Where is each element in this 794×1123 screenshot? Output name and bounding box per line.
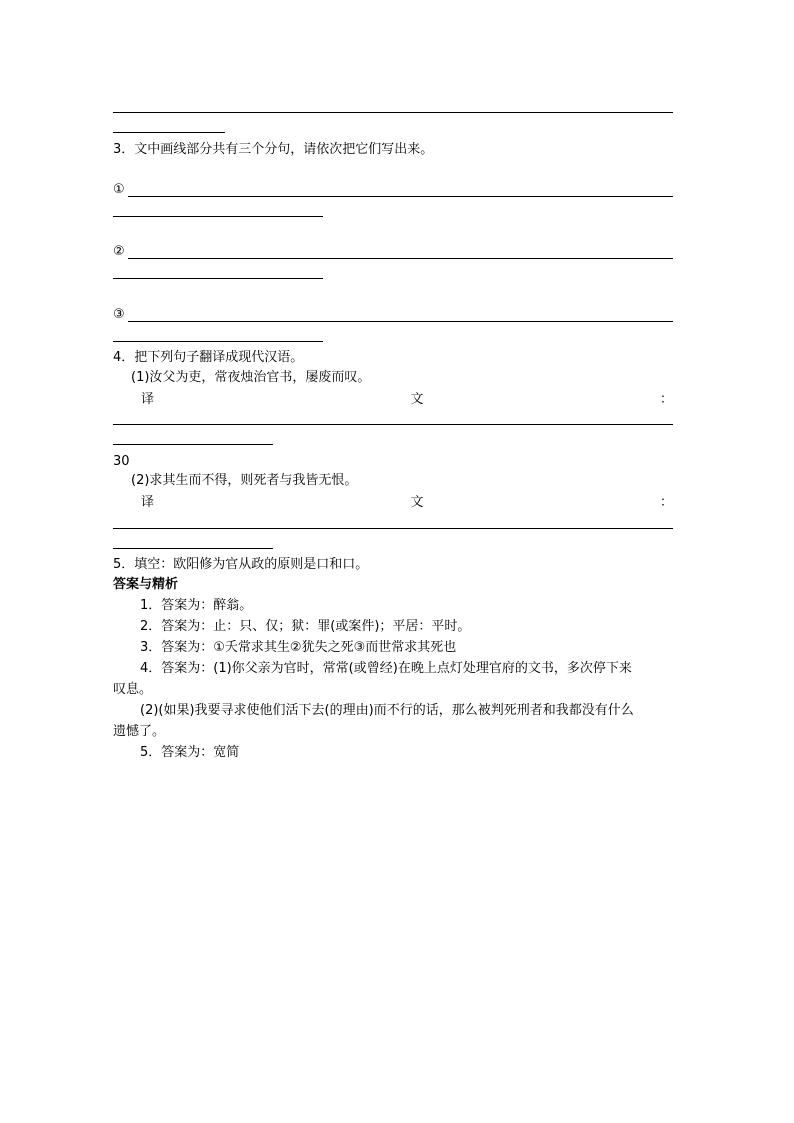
q3-item-1-marker: ① xyxy=(113,182,125,197)
colon-label: ： xyxy=(659,495,673,510)
answer-1: 1．答案为：醉翁。 xyxy=(140,598,253,613)
wen-label: 文 xyxy=(410,392,424,407)
colon-label: ： xyxy=(659,392,673,407)
yi-label: 译 xyxy=(141,392,155,407)
q3-item-1-line xyxy=(128,196,673,197)
translation-line-2-short xyxy=(113,548,273,549)
question-4-sub-2: (2)求其生而不得，则死者与我皆无恨。 xyxy=(131,473,358,488)
q3-item-3-line xyxy=(128,321,673,322)
question-3-prompt: 3．文中画线部分共有三个分句，请依次把它们写出来。 xyxy=(113,142,434,157)
answer-5: 5．答案为：宽简 xyxy=(140,745,240,760)
answer-3: 3．答案为：①夭常求其生②犹失之死③而世常求其死也 xyxy=(140,640,457,655)
wen-label: 文 xyxy=(410,495,424,510)
q3-item-3-marker: ③ xyxy=(113,307,125,322)
answer-4-line-2: 叹息。 xyxy=(113,682,153,697)
q3-item-2-marker: ② xyxy=(113,244,125,259)
answer-4-line-1: 4．答案为：(1)你父亲为官时，常常(或曾经)在晚上点灯处理官府的文书，多次停下来 xyxy=(140,661,632,676)
translation-line-2 xyxy=(113,528,673,529)
question-4-prompt: 4．把下列句子翻译成现代汉语。 xyxy=(113,350,304,365)
answers-heading: 答案与精析 xyxy=(113,577,179,592)
answer-line-short xyxy=(113,132,225,133)
question-5-prompt: 5．填空：欧阳修为官从政的原则是口和口。 xyxy=(113,557,369,572)
translation-line-1 xyxy=(113,424,673,425)
q3-item-1-line-short xyxy=(113,216,323,217)
q3-item-3-line-short xyxy=(113,341,323,342)
translation-line-1-short xyxy=(113,444,273,445)
translation-label-row-2 xyxy=(113,495,673,511)
answer-4b-line-2: 遗憾了。 xyxy=(113,724,166,739)
q3-item-2-line xyxy=(128,258,673,259)
yi-label: 译 xyxy=(141,495,155,510)
question-4-sub-1: (1)汝父为吏，常夜烛治官书，屡废而叹。 xyxy=(131,370,371,385)
answer-line xyxy=(113,112,673,113)
q3-item-2-line-short xyxy=(113,278,323,279)
page-number: 30 xyxy=(113,454,130,469)
answer-2: 2．答案为：止：只、仅；狱：罪(或案件)；平居：平时。 xyxy=(140,619,471,634)
answer-4b-line-1: (2)(如果)我要寻求使他们活下去(的理由)而不行的话，那么被判死刑者和我都没有什么 xyxy=(140,703,634,718)
translation-label-row-1 xyxy=(113,392,673,408)
